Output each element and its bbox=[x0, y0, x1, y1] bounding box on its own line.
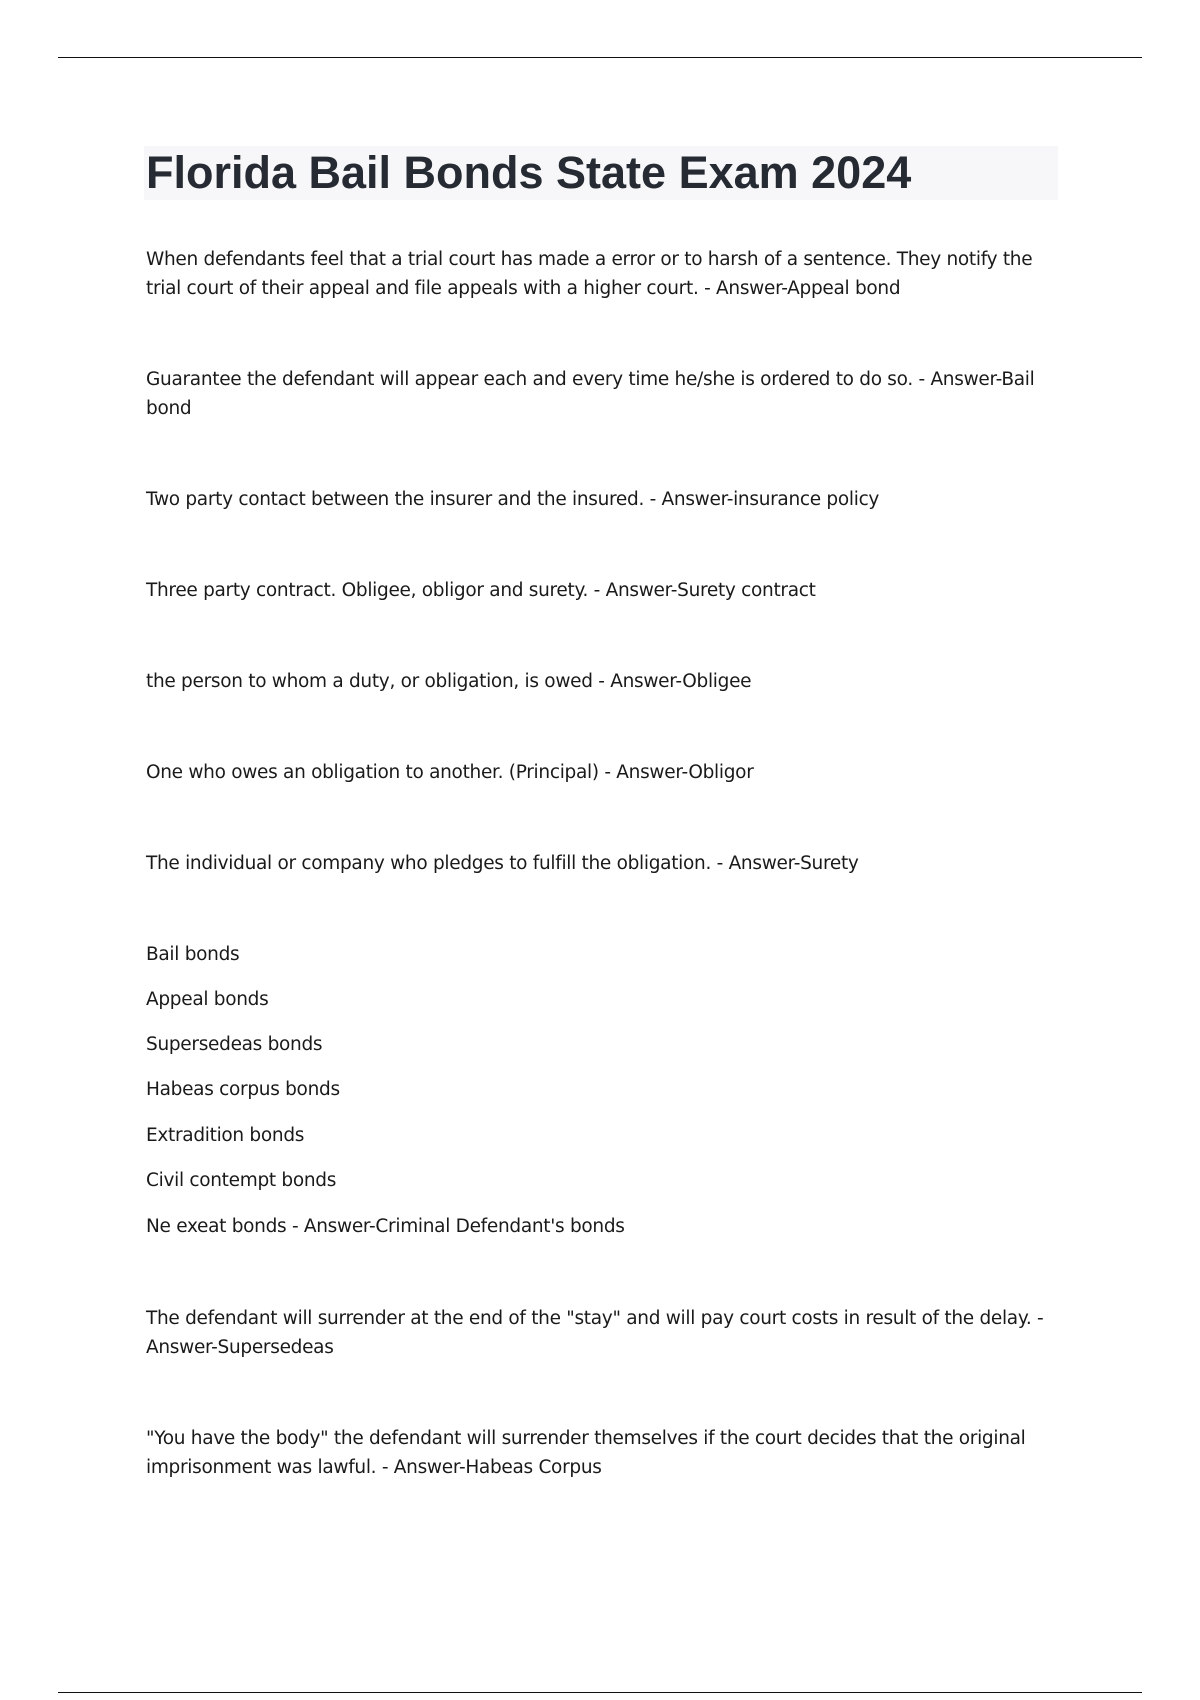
qa-item-obligor: One who owes an obligation to another. (Principal) - Answer-Obligor bbox=[146, 762, 754, 783]
top-rule bbox=[58, 57, 1142, 58]
qa-item-supersedeas: The defendant will surrender at the end of the "stay" and will pay court costs in result of the delay. - Answer-Supersedeas bbox=[146, 1308, 1044, 1358]
page-title: Florida Bail Bonds State Exam 2024 bbox=[146, 147, 912, 198]
bond-list-item: Appeal bonds bbox=[146, 989, 269, 1010]
qa-item-habeas-corpus: "You have the body" the defendant will surrender themselves if the court decides that the original imprisonment was lawful. - Answer-Habeas Corpus bbox=[146, 1428, 1026, 1478]
qa-item-obligee: the person to whom a duty, or obligation, is owed - Answer-Obligee bbox=[146, 671, 752, 692]
qa-item-appeal-bond: When defendants feel that a trial court has made a error or to harsh of a sentence. They notify the trial court of their appeal and file appeals with a higher court. - Answer-Appeal bond bbox=[146, 249, 1033, 299]
bond-list-item: Supersedeas bonds bbox=[146, 1034, 323, 1055]
qa-item-surety-contract: Three party contract. Obligee, obligor and surety. - Answer-Surety contract bbox=[146, 580, 816, 601]
qa-item-bail-bond: Guarantee the defendant will appear each and every time he/she is ordered to do so. - Answer-Bail bond bbox=[146, 369, 1035, 419]
bond-list-item: Habeas corpus bonds bbox=[146, 1079, 340, 1100]
qa-item-insurance-policy: Two party contact between the insurer and the insured. - Answer-insurance policy bbox=[146, 489, 880, 510]
bottom-rule bbox=[58, 1692, 1142, 1693]
bond-list-answer: Ne exeat bonds - Answer-Criminal Defendant's bonds bbox=[146, 1216, 625, 1237]
qa-item-surety: The individual or company who pledges to fulfill the obligation. - Answer-Surety bbox=[146, 853, 859, 874]
bond-list-item: Bail bonds bbox=[146, 944, 240, 965]
bond-list-item: Extradition bonds bbox=[146, 1125, 305, 1146]
bond-list-item: Civil contempt bonds bbox=[146, 1170, 337, 1191]
